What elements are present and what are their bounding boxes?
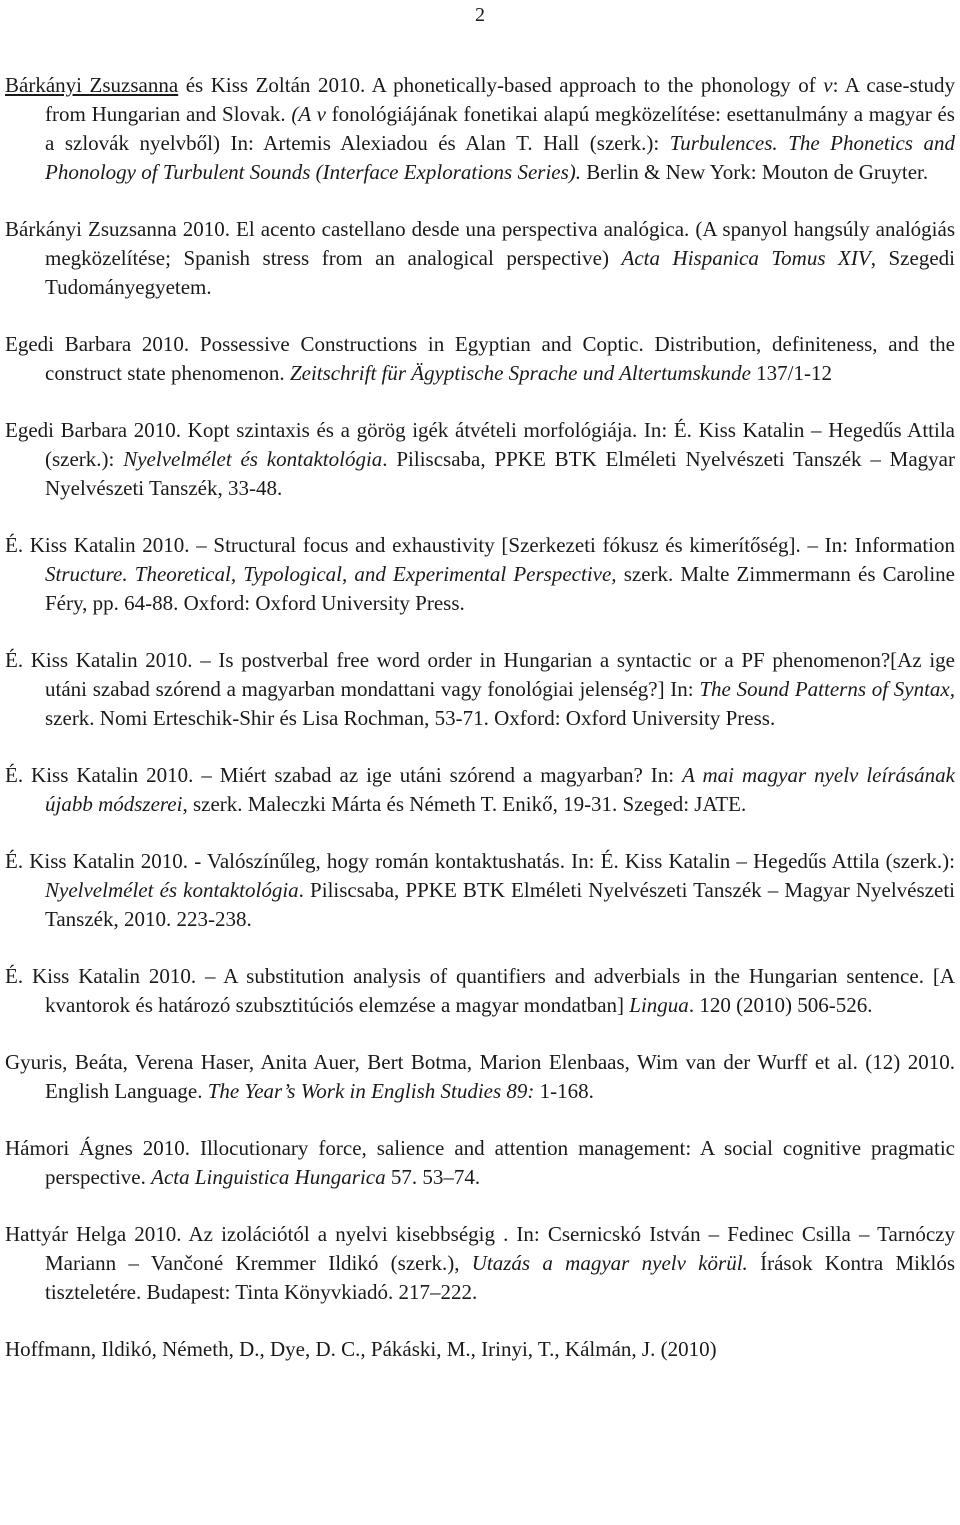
reference-text: Bárkányi Zsuzsanna 2010. El acento castellano desde una perspectiva analógica. (A spanyol hangsúly analógiás megközelítése; Spanish stress from an analogical perspective) bbox=[5, 217, 955, 270]
reference-italic-text: A mai magyar nyelv leírásának újabb módszerei bbox=[45, 763, 955, 816]
reference-text: É. Kiss Katalin 2010. - Valószínűleg, hogy román kontaktushatás. In: É. Kiss Katalin – Hegedűs Attila (szerk.): bbox=[5, 849, 955, 873]
reference-entry bbox=[5, 330, 955, 388]
reference-entry bbox=[5, 1335, 955, 1364]
reference-text: 1-168. bbox=[534, 1079, 594, 1103]
reference-text: 57. 53–74. bbox=[385, 1165, 481, 1189]
reference-text: . Piliscsaba, PPKE BTK Elméleti Nyelvészeti Tanszék – Magyar Nyelvészeti Tanszék, 2010. 223-238. bbox=[45, 878, 955, 931]
reference-entry bbox=[5, 847, 955, 934]
reference-entry bbox=[5, 761, 955, 819]
reference-italic-text: Zeitschrift für Ägyptische Sprache und Altertumskunde bbox=[289, 361, 751, 385]
page-number: 2 bbox=[475, 4, 485, 26]
reference-text: Berlin & New York: Mouton de Gruyter. bbox=[581, 160, 929, 184]
reference-italic-text: Turbulences. The Phonetics and Phonology of Turbulent Sounds (Interface Explorations Series). bbox=[45, 131, 955, 184]
reference-text: É. Kiss Katalin 2010. – Is postverbal free word order in Hungarian a syntactic or a PF phenomenon?[Az ige utáni szabad szórend a magyarban mondattani vagy fonológiai jelenség?] In: bbox=[5, 648, 955, 701]
reference-list bbox=[5, 71, 955, 1364]
reference-text: , Szegedi Tudományegyetem. bbox=[45, 246, 955, 299]
reference-italic-text: Nyelvelmélet és kontaktológia bbox=[45, 878, 299, 902]
reference-italic-text: v bbox=[823, 73, 833, 97]
reference-entry bbox=[5, 1220, 955, 1307]
reference-entry bbox=[5, 71, 955, 187]
reference-entry bbox=[5, 646, 955, 733]
reference-italic-text: The Year’s Work in English Studies 89: bbox=[207, 1079, 535, 1103]
reference-text: Írások Kontra Miklós tiszteletére. Budapest: Tinta Könyvkiadó. 217–222. bbox=[45, 1251, 955, 1304]
reference-text: Hoffmann, Ildikó, Németh, D., Dye, D. C., Pákáski, M., Irinyi, T., Kálmán, J. (2010) bbox=[5, 1337, 717, 1361]
reference-text: É. Kiss Katalin 2010. – A substitution analysis of quantifiers and adverbials in the Hungarian sentence. [A kvantorok és határozó szubsztitúciós elemzése a magyar mondatban] bbox=[5, 964, 955, 1017]
reference-entry bbox=[5, 531, 955, 618]
reference-text: 137/1-12 bbox=[750, 361, 832, 385]
reference-text: szerk. Nomi Erteschik-Shir és Lisa Rochman, 53-71. Oxford: Oxford University Press. bbox=[45, 706, 776, 730]
reference-italic-text: Acta Hispanica Tomus XIV bbox=[621, 246, 871, 270]
reference-italic-text: Acta Linguistica Hungarica bbox=[151, 1165, 386, 1189]
reference-italic-text: (A bbox=[291, 102, 317, 126]
reference-text: és Kiss Zoltán 2010. A phonetically-based approach to the phonology of bbox=[178, 73, 824, 97]
reference-entry bbox=[5, 962, 955, 1020]
reference-italic-text: Lingua bbox=[629, 993, 689, 1017]
reference-text: Hattyár Helga 2010. Az izolációtól a nyelvi kisebbségig . In: Csernicskó István – Fedinec Csilla – Tarnóczy Mariann – Vančoné Kremmer Ildikó (szerk.), bbox=[5, 1222, 955, 1275]
reference-text: szerk. Malte Zimmermann és Caroline Féry, pp. 64-88. Oxford: Oxford University Press. bbox=[45, 562, 955, 615]
reference-text: , szerk. Maleczki Márta és Németh T. Enikő, 19-31. Szeged: JATE. bbox=[182, 792, 747, 816]
reference-italic-text: Utazás a magyar nyelv körül. bbox=[471, 1251, 748, 1275]
reference-text: . Piliscsaba, PPKE BTK Elméleti Nyelvészeti Tanszék – Magyar Nyelvészeti Tanszék, 33-48. bbox=[45, 447, 955, 500]
reference-entry bbox=[5, 1048, 955, 1106]
reference-entry bbox=[5, 416, 955, 503]
reference-italic-text: The Sound Patterns of Syntax, bbox=[699, 677, 955, 701]
reference-entry bbox=[5, 215, 955, 302]
reference-text: : A case-study from Hungarian and Slovak. bbox=[45, 73, 955, 126]
reference-text: . 120 (2010) 506-526. bbox=[688, 993, 873, 1017]
reference-text: Bárkányi Zsuzsanna bbox=[5, 73, 179, 97]
reference-text: Egedi Barbara 2010. Possessive Constructions in Egyptian and Coptic. Distribution, definiteness, and the construct state phenomenon. bbox=[5, 332, 955, 385]
reference-text: fonológiájának fonetikai alapú megközelítése: esettanulmány a magyar és a szlovák nyelvből) In: Artemis Alexiadou és Alan T. Hall (szerk.): bbox=[45, 102, 955, 155]
reference-text: Gyuris, Beáta, Verena Haser, Anita Auer, Bert Botma, Marion Elenbaas, Wim van der Wurff et al. (12) 2010. English Language. bbox=[5, 1050, 955, 1103]
reference-text: Hámori Ágnes 2010. Illocutionary force, salience and attention management: A social cognitive pragmatic perspective. bbox=[5, 1136, 955, 1189]
reference-italic-text: Nyelvelmélet és kontaktológia bbox=[123, 447, 383, 471]
reference-italic-text: Structure. Theoretical, Typological, and Experimental Perspective, bbox=[45, 562, 617, 586]
reference-italic-text: v bbox=[316, 102, 326, 126]
reference-text: É. Kiss Katalin 2010. – Miért szabad az ige utáni szórend a magyarban? In: bbox=[5, 763, 683, 787]
reference-text: É. Kiss Katalin 2010. – Structural focus and exhaustivity [Szerkezeti fókusz és kimerítőség]. – In: Information bbox=[5, 533, 955, 557]
reference-text: Egedi Barbara 2010. Kopt szintaxis és a görög igék átvételi morfológiája. In: É. Kiss Katalin – Hegedűs Attila (szerk.): bbox=[5, 418, 955, 471]
reference-entry bbox=[5, 1134, 955, 1192]
